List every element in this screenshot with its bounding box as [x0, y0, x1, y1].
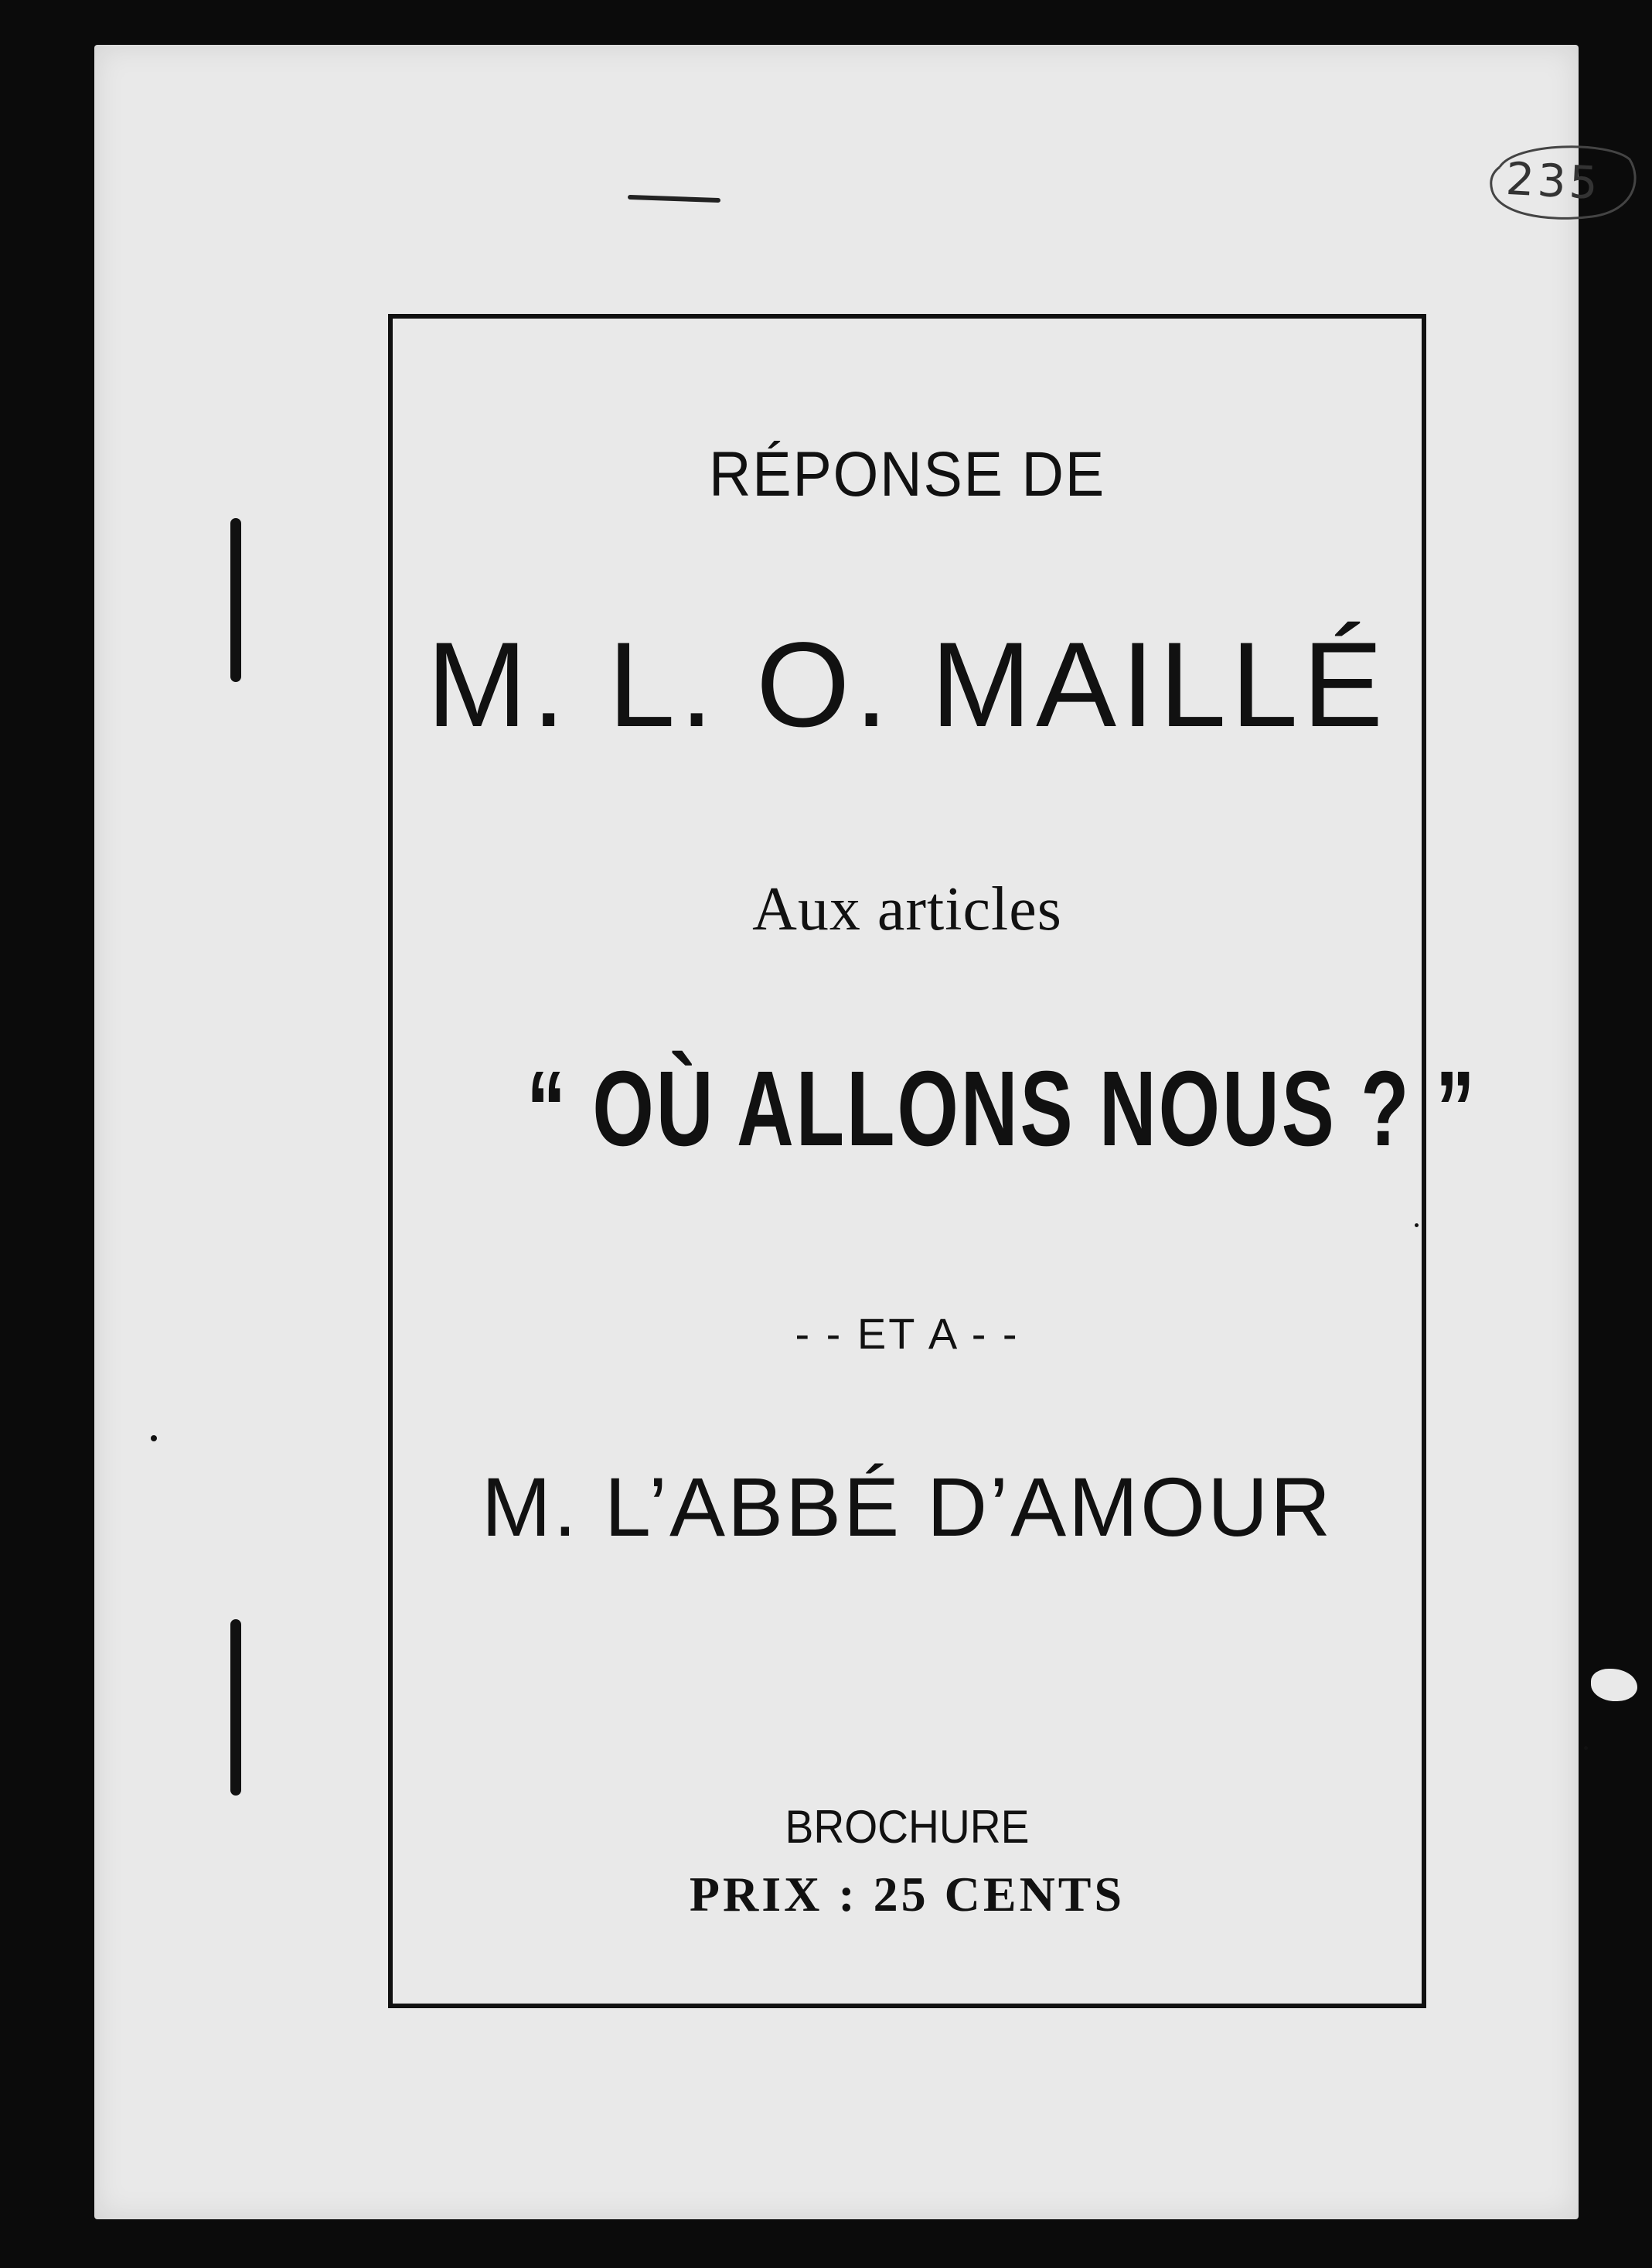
pencil-mark	[628, 195, 720, 203]
brochure-cover	[94, 45, 1603, 2219]
article-title: “ OÙ ALLONS NOUS ? ”	[526, 1049, 1477, 1168]
speck	[1584, 1746, 1588, 1750]
addressee-name: M. L’ABBÉ D’AMOUR	[481, 1460, 1334, 1553]
paper-flake	[1591, 1669, 1637, 1701]
staple-top	[230, 518, 241, 682]
archive-number-annotation	[1477, 136, 1643, 229]
connector-text: - - ET A - -	[795, 1309, 1020, 1358]
aux-articles-text: Aux articles	[752, 875, 1062, 943]
heading-reponse-de: RÉPONSE DE	[708, 439, 1106, 510]
staple-bottom	[230, 1619, 241, 1796]
author-name: M. L. O. MAILLÉ	[426, 618, 1388, 752]
format-label: BROCHURE	[785, 1801, 1030, 1853]
price-label: PRIX : 25 CENTS	[689, 1867, 1126, 1922]
cover-border-frame	[388, 314, 1477, 2008]
speck	[151, 1435, 157, 1441]
archive-number-text: 235	[1504, 152, 1603, 210]
